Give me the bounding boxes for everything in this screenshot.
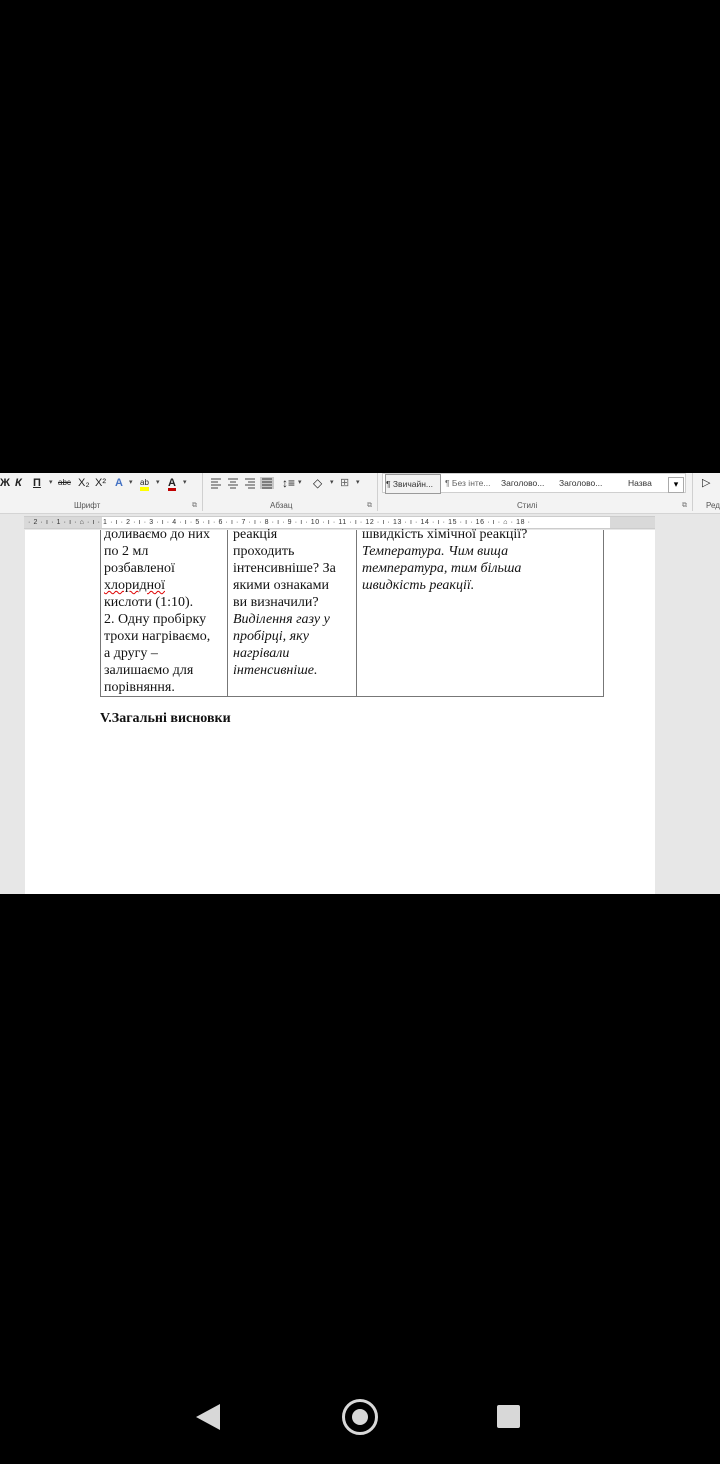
ribbon-separator [692,473,693,511]
borders-icon[interactable]: ⊞ [340,477,350,489]
table-border [356,530,357,696]
cell-answer-line: нагрівали [233,646,290,661]
cell-line: швидкість хімічної реакції? [362,527,528,542]
underline-button[interactable]: П [33,477,41,489]
font-dialog-launcher-icon[interactable]: ⧉ [192,502,197,509]
section-heading: V.Загальні висновки [100,711,231,726]
highlight-button[interactable]: ab [140,475,149,491]
superscript-button[interactable]: X² [95,477,106,489]
back-icon[interactable] [196,1404,220,1430]
styles-dialog-launcher-icon[interactable]: ⧉ [682,502,687,509]
cell-answer-line: температура, тим більша [362,561,522,576]
font-color-button[interactable]: A [168,477,176,489]
bold-button[interactable]: Ж [0,477,10,489]
cell-line: доливаємо до них [104,527,211,542]
cell-line-misspelled: хлоридної [104,578,165,593]
underline-dropdown-icon[interactable]: ▾ [49,479,53,486]
styles-more-icon[interactable]: ▾ [668,477,684,493]
cell-line: 2. Одну пробірку [104,612,207,627]
line-spacing-dropdown-icon[interactable]: ▾ [298,479,302,486]
ruler-margin-right [610,517,655,528]
table-border [100,696,604,697]
table-cell-question [233,526,355,679]
paragraph-dialog-launcher-icon[interactable]: ⧉ [367,502,372,509]
table-border [100,530,101,696]
cell-line: якими ознаками [233,578,329,593]
table-border [603,530,604,696]
shading-dropdown-icon[interactable]: ▾ [330,479,334,486]
borders-dropdown-icon[interactable]: ▾ [356,479,360,486]
home-icon-inner [352,1409,368,1425]
style-heading-1[interactable]: Заголово... [501,478,545,488]
cell-line: по 2 мл [104,544,149,559]
word-window [0,473,720,894]
table-cell-conclusion [362,526,602,594]
cell-answer-line: Виділення газу у [233,612,330,627]
subscript-button[interactable]: X₂ [78,477,90,489]
cell-answer-line: пробірці, яку [233,629,309,644]
cell-line: залишаємо для [104,663,194,678]
cell-line: трохи нагріваємо, [104,629,211,644]
navigation-bar [0,1376,720,1464]
style-title[interactable]: Назва [628,478,652,488]
cell-line: реакція [233,527,278,542]
style-no-spacing[interactable]: ¶ Без інте... [445,478,491,488]
editing-group-label: Ред [706,501,720,510]
font-group-label: Шрифт [74,501,101,510]
ruler-marks: · 2 · ı · 1 · ı · ⌂ · ı · 1 · ı · 2 · ı · 3 · ı · 4 · ı · 5 · ı · 6 · ı · 7 · ı · 8 · ı · 9 · ı · 10 · ı · 11 · ı · 12 · ı · 13 · ı · 14 · ı · 15 · ı · 16 · ı · ⌂ · 18 · [28,519,531,526]
cell-line: ви визначили? [233,595,319,610]
alignment-icons[interactable] [210,477,280,489]
line-spacing-icon[interactable]: ↕≡ [282,476,296,490]
styles-group-label: Стилі [517,501,538,510]
cell-line: інтенсивніше? За [233,561,336,576]
cell-line: а другу – [104,646,158,661]
highlight-dropdown-icon[interactable]: ▾ [156,479,160,486]
cell-line: кислоти (1:10). [104,595,194,610]
cell-line: проходить [233,544,295,559]
cell-answer-line: швидкість реакції. [362,578,475,593]
style-normal[interactable]: ¶ Звичайн... [385,474,441,494]
paragraph-group-label: Абзац [270,501,293,510]
cell-line: розбавленої [104,561,175,576]
text-effects-dropdown-icon[interactable]: ▾ [129,479,133,486]
cell-answer-line: інтенсивніше. [233,663,318,678]
recent-apps-icon[interactable] [497,1405,520,1428]
table-border [227,530,228,696]
cell-answer-line: Температура. Чим вища [362,544,509,559]
ribbon-separator [202,473,203,511]
strikethrough-button[interactable]: abc [58,478,71,487]
font-color-dropdown-icon[interactable]: ▾ [183,479,187,486]
style-heading-2[interactable]: Заголово... [559,478,603,488]
shading-icon[interactable]: ◇ [313,476,323,490]
ribbon-separator [377,473,378,511]
ribbon [0,473,720,514]
styles-gallery [382,473,686,493]
cell-line: порівняння. [104,680,175,695]
italic-button[interactable]: К [15,477,22,489]
home-icon[interactable] [342,1399,378,1435]
editing-icon[interactable]: ▷ [702,477,711,489]
text-effects-button[interactable]: A [115,477,123,489]
table-cell-procedure [104,526,226,696]
document-page[interactable] [25,527,655,894]
